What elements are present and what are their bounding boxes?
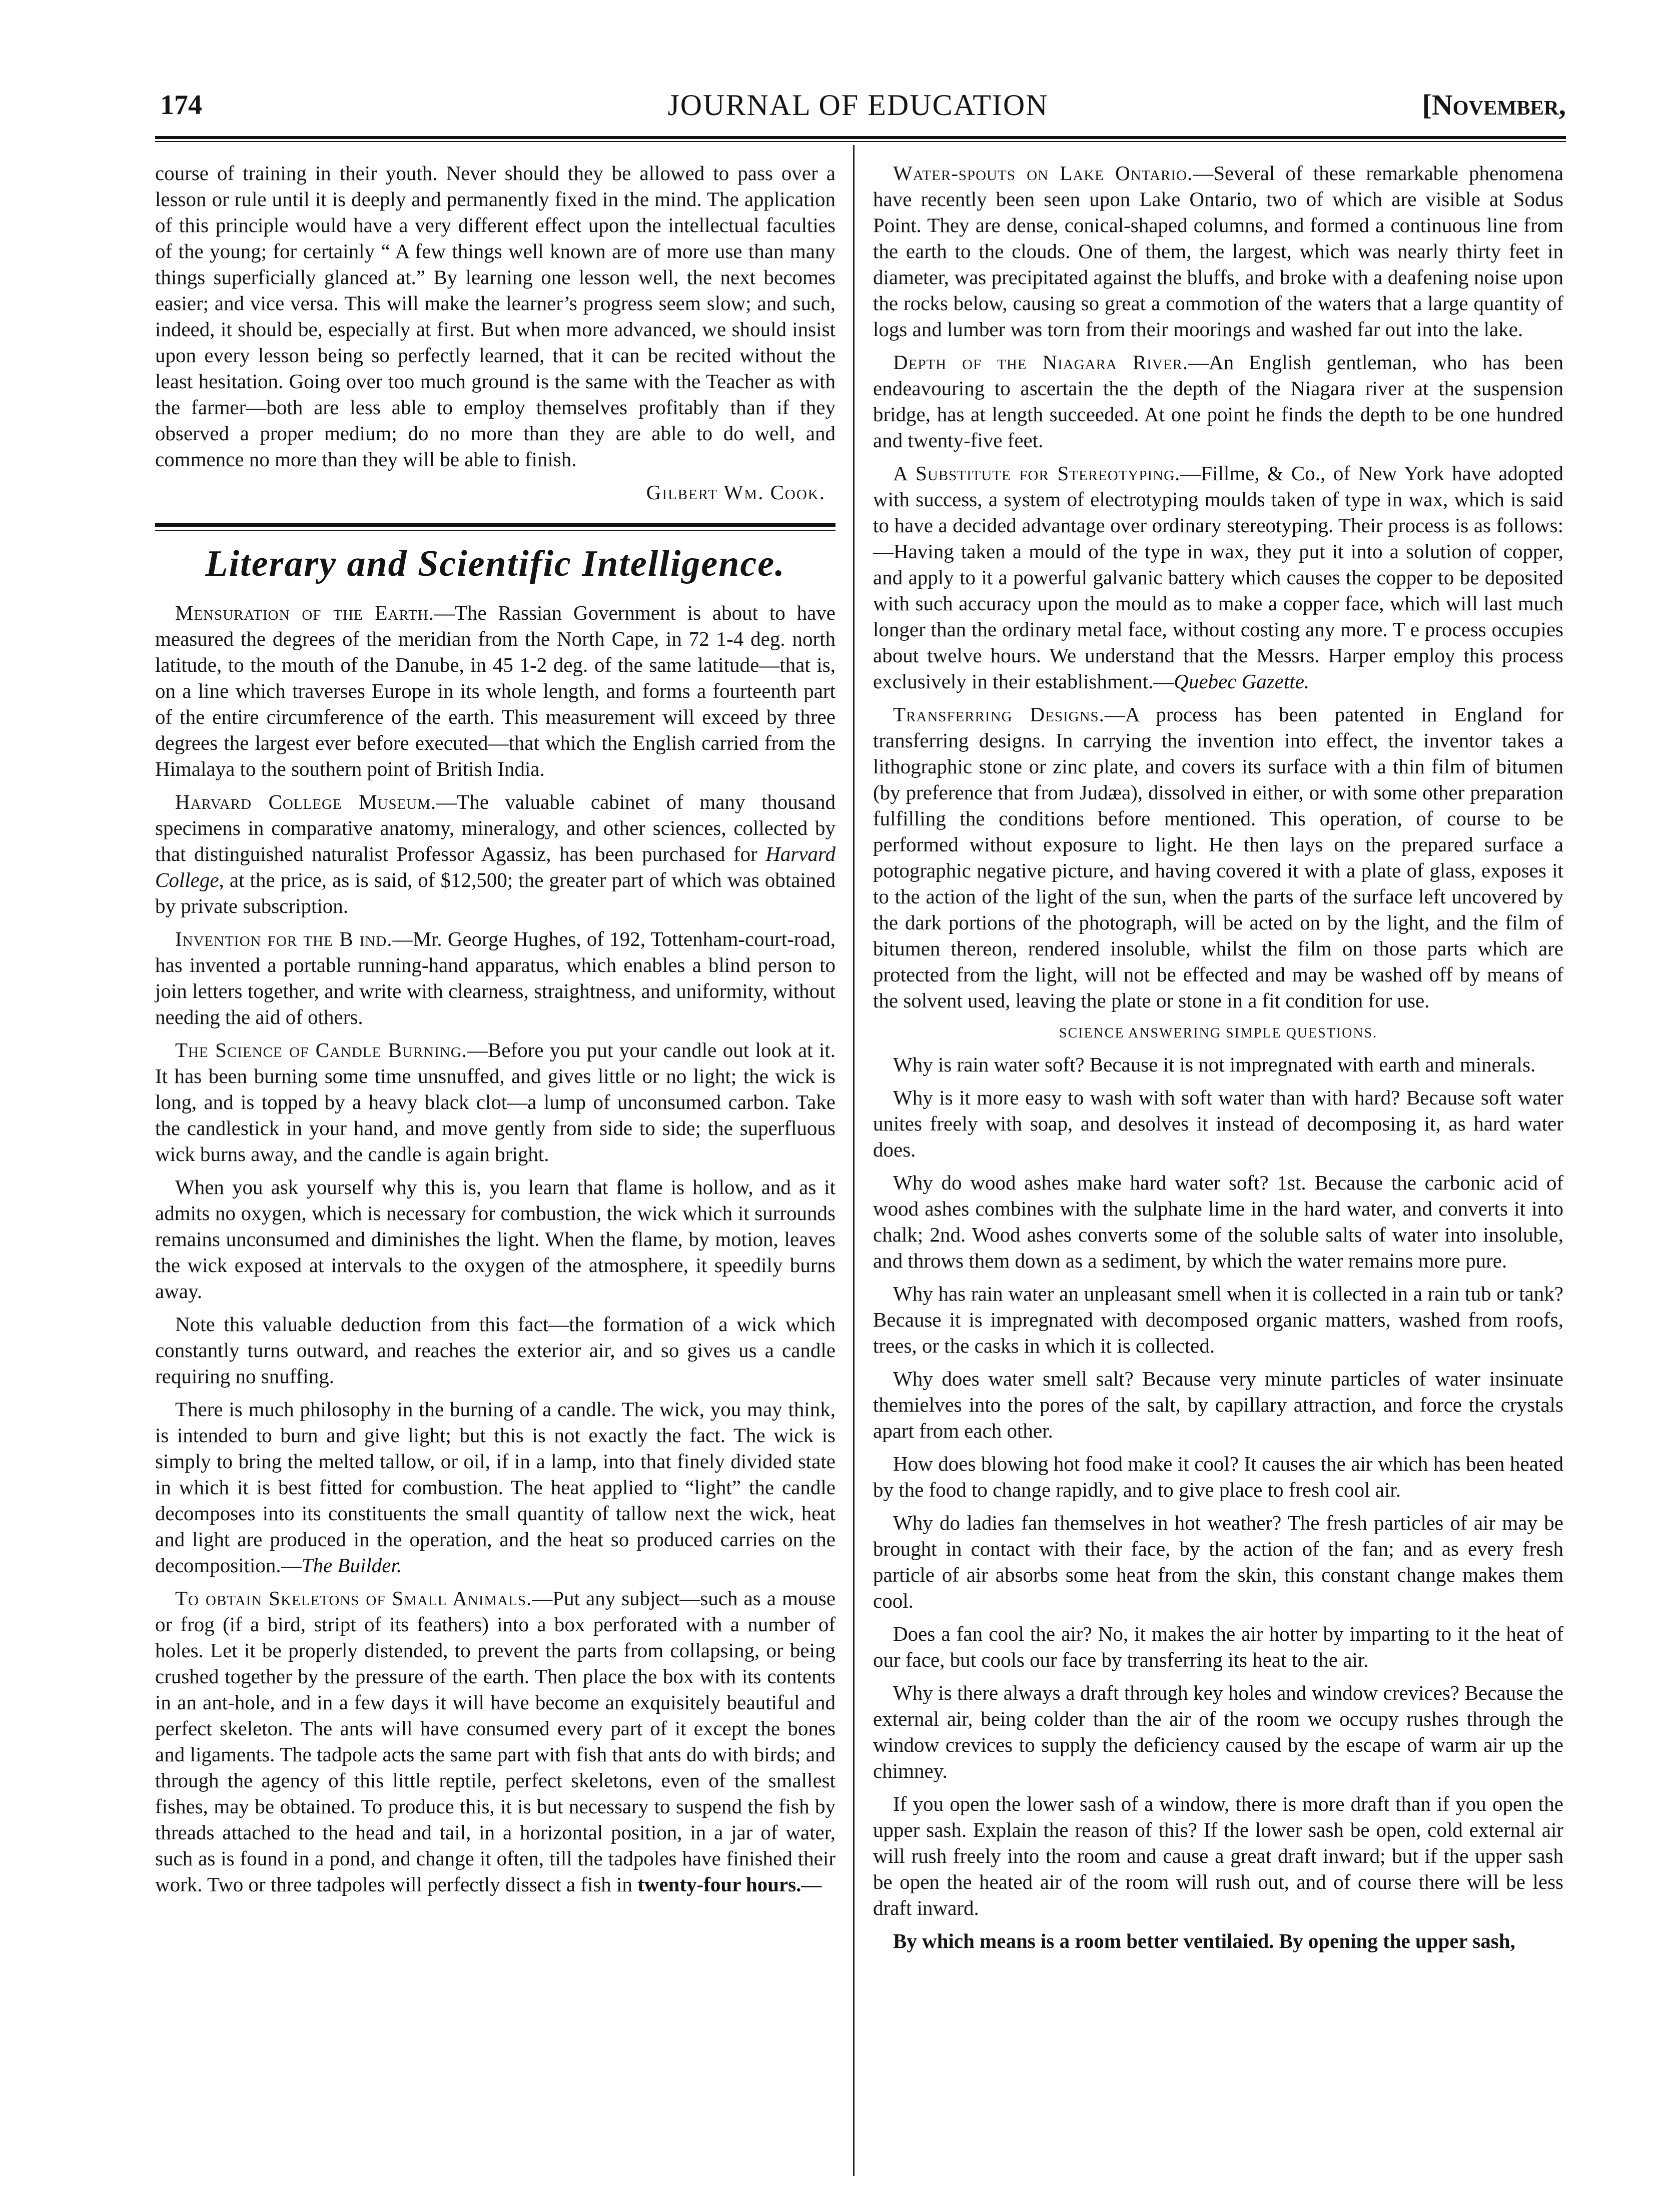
article-designs <box>873 701 1563 1013</box>
article-heading: Depth of the Niagara River. <box>893 351 1189 374</box>
article-text: There is much philosophy in the burning of a candle. The wick, you may think, is intended to burn and give light; but this is not exactly the fact. The wick is simply to bring the melted tallow, or oil, if in a lamp, into that finely divided state in which it is best fitted for combustion. The heat applied to “light” the candle decomposes into its constituents the small quantity of tallow next the wick, heat and light are produced in the operation, and the heat so produced carries on the decomposition.— <box>155 1398 835 1577</box>
article-heading: Water-spouts on Lake Ontario. <box>893 162 1193 185</box>
article-stereotyping <box>873 460 1563 694</box>
article-heading: Harvard College Museum. <box>175 790 437 813</box>
article-text-end: twenty-four hours.— <box>637 1873 822 1896</box>
article-candle-p2: When you ask yourself why this is, you learn that flame is hollow, and as it admits no oxygen, which is necessary for combustion, the wick which it surrounds remains unconsumed and diminishes the light. When the flame, by motion, leaves the wick exposed at intervals to the oxygen of the atmosphere, it speedily burns away. <box>155 1176 835 1303</box>
left-column <box>155 160 835 1904</box>
question-paragraph: Why do wood ashes make hard water soft? 1st. Because the carbonic acid of wood ashes combines with the sulphate lime in the hard water, and converts it into chalk; 2nd. Wood ashes converts some of the soluble salts of water into insoluble, and throws them down as a sediment, by which the water remains more pure. <box>873 1171 1563 1272</box>
right-column <box>873 160 1563 1961</box>
article-waterspouts <box>873 160 1563 342</box>
question-paragraph: By which means is a room better ventilaied. By opening the upper sash, <box>893 1929 1515 1952</box>
article-candle <box>155 1037 835 1167</box>
article-text: —Fillme, & Co., of New York have adopted with success, a system of electrotyping moulds taken of type in wax, which is said to have a decided advantage over ordinary stereotyping. Their process is as follows:—Having taken a mould of the type in wax, they put it into a solution of copper, and apply to it a powerful galvanic battery which causes the copper to be deposited with such accuracy upon the mould as to make a copper face, which will last much longer than the ordinary metal face, without costing any more. T e process occupies about twelve hours. We understand that the Messrs. Harper employ this process exclusively in their establishment.— <box>873 462 1563 693</box>
article-text: —A process has been patented in England for transferring designs. In carrying the invention into effect, the inventor takes a lithographic stone or zinc plate, and covers its surface with a thin film of bitumen (by preference that from Judæa), dissolved in either, or with some other preparation fulfilling the conditions before mentioned. This operation, of course to be performed without exposure to light. He then lays on the prepared surface a potographic negative picture, and having covered it with a plate of glass, exposes it to the action of the light of the sun, when the parts of the surface left uncovered by the dark portions of the photograph, will be acted on by the light, and the film of bitumen thereon, rendered insoluble, whilst the film on those parts which are protected from the light, will not be effected and may be washed off by means of the solvent used, leaving the plate or stone in a fit condition for use. <box>873 703 1563 1012</box>
article-text: —The valuable cabinet of many thousand specimens in comparative anatomy, mineralogy, and other sciences, collected by that distinguished naturalist Professor Agassiz, has been purchased for <box>155 790 835 865</box>
question-paragraph: Why does water smell salt? Because very minute particles of water insinuate themielves into the pores of the salt, by capillary attraction, and force the crystals apart from each other. <box>873 1367 1563 1442</box>
article-text: —Several of these remarkable phenomena have recently been seen upon Lake Ontario, two of which are visible at Sodus Point. They are dense, conical-shaped columns, and formed a continuous line from the earth to the clouds. One of them, the largest, which was nearly thirty feet in diameter, was precipitated against the bluffs, and broke with a deafening noise upon the rocks below, causing so great a commotion of the waters that a large quantity of logs and lumber was torn from their moorings and washed far out into the lake. <box>873 162 1564 341</box>
article-text: —The Rassian Government is about to have measured the degrees of the meridian from the North Cape, in 72 1-4 deg. north latitude, to the mouth of the Danube, in 45 1-2 deg. of the same latitude—that is, on a line which traverses Europe in its whole length, and forms a fourteenth part of the entire circumference of the earth. This measurement will exceed by three degrees the largest ever before executed—that which the English carried from the Himalaya to the southern point of British India. <box>155 601 835 780</box>
article-text: , at the price, as is said, of $12,500; the greater part of which was obtained by private subscription. <box>155 868 835 917</box>
section-rule-bottom <box>155 530 835 531</box>
article-heading: Transferring Designs. <box>893 703 1105 726</box>
section-title: Literary and Scientific Intelligence. <box>205 543 785 584</box>
section-rule-top <box>155 523 835 527</box>
article-heading: A Substitute for Stereotyping. <box>893 462 1181 485</box>
article-harvard <box>155 789 835 919</box>
question-paragraph: Does a fan cool the air? No, it makes the air hotter by imparting to it the heat of our face, but cools our face by transferring its heat to the air. <box>873 1622 1563 1671</box>
column-divider <box>853 145 855 2176</box>
article-text: —Mr. George Hughes, of 192, Tottenham-court-road, has invented a portable running-hand apparatus, which enables a blind person to join letters together, and write with clearness, straightness, and uniformity, without needing the aid of others. <box>155 927 835 1028</box>
article-heading: To obtain Skeletons of Small Animals. <box>175 1587 532 1610</box>
science-subheading: SCIENCE ANSWERING SIMPLE QUESTIONS. <box>1059 1025 1378 1041</box>
question-paragraph: Why is there always a draft through key holes and window crevices? Because the external air, being colder than the air of the room we occupy rushes through the window crevices to supply the deficiency caused by the escape of warm air up the chimney. <box>873 1681 1563 1782</box>
article-text: —Put any subject—such as a mouse or frog (if a bird, stript of its feathers) into a box perforated with a number of holes. Let it be properly distended, to prevent the parts from collapsing, or being crushed together by the pressure of the earth. Then place the box with its contents in an ant-hole, and in a few days it will have become an exquisitely beautiful and perfect skeleton. The ants will have consumed every part of it except the bones and ligaments. The tadpole acts the same part with fish that ants do with birds; and through the agency of this little reptile, perfect skeletons, even of the smallest fishes, may be obtained. To produce this, it is but necessary to suspend the fish by threads attached to the head and tail, in a horizontal position, in a jar of water, such as is found in a pond, and change it often, till the tadpoles have finished their work. Two or three tadpoles will perfectly dissect a fish in <box>155 1587 835 1896</box>
page-header <box>150 85 1566 135</box>
author-signature: Gilbert Wm. Cook. <box>646 481 825 504</box>
journal-title: JOURNAL OF EDUCATION <box>667 89 1049 122</box>
article-text: —An English gentleman, who has been endeavouring to ascertain the the depth of the Niagara river at the suspension bridge, has at length succeeded. At one point he finds the depth to be one hundred and twenty-five feet. <box>873 351 1563 452</box>
question-paragraph: Why do ladies fan themselves in hot weather? The fresh particles of air may be brought in contact with their face, by the action of the fan; and as every fresh particle of air absorbs some heat from the skin, this constant change makes them cool. <box>873 1511 1563 1612</box>
question-paragraph: Why is rain water soft? Because it is not impregnated with earth and minerals. <box>893 1053 1536 1076</box>
article-text: —Before you put your candle out look at it. It has been burning some time unsnuffed, and gives little or no light; the wick is long, and is topped by a heavy black clot—a lump of unconsumed carbon. Take the candlestick in your hand, and move gently from side to side; the superfluous wick burns away, and the candle is again bright. <box>155 1038 835 1166</box>
question-paragraph: If you open the lower sash of a window, there is more draft than if you open the upper sash. Explain the reason of this? If the lower sash be open, cold external air will rush freely into the room and cause a great draft inward; but if the upper sash be open the heated air of the room will rush out, and of course there will be less draft inward. <box>873 1792 1563 1919</box>
question-paragraph: Why is it more easy to wash with soft water than with hard? Because soft water unites freely with soap, and desolves it instead of decomposing it, as hard water does. <box>873 1086 1563 1161</box>
article-skeletons <box>155 1585 835 1897</box>
article-source: The Builder. <box>301 1554 402 1577</box>
article-emphasis: Harvard College <box>155 842 835 891</box>
article-candle-p4 <box>155 1396 835 1578</box>
article-heading: The Science of Candle Burning. <box>175 1038 468 1061</box>
header-rule <box>155 136 1566 142</box>
page-number: 174 <box>160 90 202 121</box>
article-source: Quebec Gazette. <box>1174 670 1310 693</box>
question-paragraph: Why has rain water an unpleasant smell when it is collected in a rain tub or tank? Because it is impregnated with decomposed organic matters, washed from roofs, trees, or the casks in which it is collected. <box>873 1282 1563 1357</box>
article-continuation: course of training in their youth. Never should they be allowed to pass over a lesson or rule until it is deeply and permanently fixed in the mind. The application of this principle would have a very different effect upon the intellectual faculties of the young; for certainly “ A few things well known are of more use than many things superficially glanced at.” By learning one lesson well, the next becomes easier; and vice versa. This will make the learner’s progress seem slow; and such, indeed, it should be, especially at first. But when more advanced, we should insist upon every lesson being so perfectly learned, that it can be recited without the least hesitation. Going over too much ground is the same with the Teacher as with the farmer—both are less able to employ themselves profitably than if they observed a proper medium; do no more than they are able to do well, and commence no more than they will be able to finish. <box>155 162 835 471</box>
article-mensuration <box>155 600 835 782</box>
article-invention <box>155 926 835 1030</box>
article-heading: Mensuration of the Earth. <box>175 601 434 624</box>
article-niagara <box>873 349 1563 453</box>
article-candle-p3: Note this valuable deduction from this fact—the formation of a wick which constantly turns outward, and reaches the exterior air, and so gives us a candle requiring no snuffing. <box>155 1313 835 1388</box>
question-paragraph: How does blowing hot food make it cool? It causes the air which has been heated by the food to change rapidly, and to give place to fresh cool air. <box>873 1452 1563 1501</box>
article-heading: Invention for the B ind. <box>175 927 393 950</box>
issue-month: [November, <box>1422 89 1566 121</box>
